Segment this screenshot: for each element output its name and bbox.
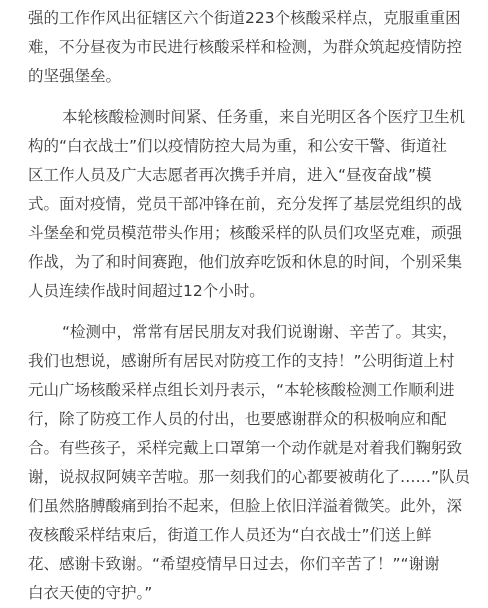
- text-line: 白衣天使的守护。”: [28, 584, 153, 602]
- text-line: “检测中，常常有居民朋友对我们说谢谢、辛苦了。其实，: [62, 323, 458, 341]
- text-line: 元山广场核酸采样点组长刘丹表示，“本轮核酸检测工作顺利进: [28, 381, 455, 399]
- text-line: 本轮核酸检测时间紧、任务重，来自光明区各个医疗卫生机: [62, 108, 466, 126]
- text-line: 夜核酸采样结束后，街道工作人员还为“白衣战士”们送上鲜: [28, 526, 432, 544]
- text-line: 们虽然胳膊酸痛到抬不起来，但脸上依旧洋溢着微笑。此外，深: [28, 497, 463, 515]
- text-line: 我们也想说，感谢所有居民对防疫工作的支持！”公明街道上村: [28, 352, 455, 370]
- paragraph-gap: [28, 306, 476, 318]
- text-line: 的坚强堡垒。: [28, 67, 122, 85]
- paragraph-3: [28, 318, 476, 608]
- text-line: 行，除了防疫工作人员的付出，也要感谢群众的积极响应和配: [28, 410, 447, 428]
- text-line: 人员连续作战时间超过12个小时。: [28, 282, 265, 300]
- text-line: 谢，说叔叔阿姨辛苦啦。那一刻我们的心都要被萌化了……”队员: [28, 468, 471, 486]
- text-line: 斗堡垒和党员模范带头作用；核酸采样的队员们攻坚克难，顽强: [28, 224, 463, 242]
- paragraph-1: [28, 4, 476, 91]
- text-line: 构的“白衣战士”们以疫情防控大局为重，和公安干警、街道社: [28, 137, 448, 155]
- text-line: 式。面对疫情，党员干部冲锋在前，充分发挥了基层党组织的战: [28, 195, 463, 213]
- text-line: 花、感谢卡致谢。“希望疫情早日过去，你们辛苦了！”“谢谢: [28, 555, 440, 573]
- text-line: 作战，为了和时间赛跑，他们放弃吃饭和休息的时间，个别采集: [28, 253, 463, 271]
- text-line: 区工作人员及广大志愿者再次携手并肩，进入“昼夜奋战”模: [28, 166, 432, 184]
- text-line: 难，不分昼夜为市民进行核酸采样和检测，为群众筑起疫情防控: [28, 38, 463, 56]
- paragraph-gap: [28, 91, 476, 103]
- text-line: 强的工作作风出征辖区六个街道223个核酸采样点，克服重重困: [28, 9, 461, 27]
- article-body: [28, 4, 476, 608]
- text-line: 合。有些孩子，采样完戴上口罩第一个动作就是对着我们鞠躬致: [28, 439, 463, 457]
- paragraph-2: [28, 103, 476, 306]
